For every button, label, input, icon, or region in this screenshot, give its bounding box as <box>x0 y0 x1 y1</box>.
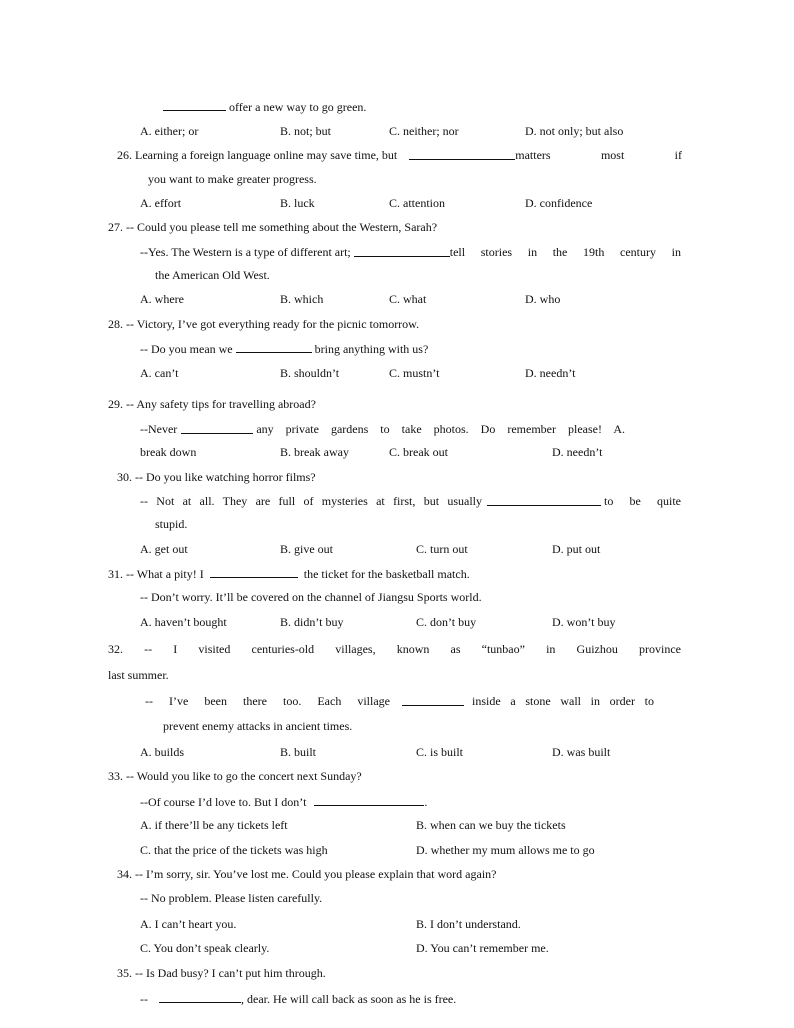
question-32-continuation: last summer. <box>108 668 169 682</box>
option-c: C. that the price of the tickets was high <box>140 843 328 857</box>
question-34: 34. -- I’m sorry, sir. You’ve lost me. Could you please explain that word again? <box>117 867 497 881</box>
answer-blank <box>354 245 450 257</box>
option-d: D. needn’t <box>525 366 576 380</box>
question-31: 31. -- What a pity! I the ticket for the basketball match. <box>108 567 470 581</box>
question-30-continuation: stupid. <box>155 517 188 531</box>
option-d: D. not only; but also <box>525 124 624 138</box>
option-b: B. when can we buy the tickets <box>416 818 566 832</box>
question-35: 35. -- Is Dad busy? I can’t put him through. <box>117 966 326 980</box>
question-27: 27. -- Could you please tell me something about the Western, Sarah? <box>108 220 438 234</box>
option-b: B. I don’t understand. <box>416 917 521 931</box>
option-b: B. give out <box>280 542 333 556</box>
question-26-post: matters most if <box>515 148 682 162</box>
option-d: D. won’t buy <box>552 615 616 629</box>
option-a: A. I can’t heart you. <box>140 917 237 931</box>
answer-blank <box>181 422 253 434</box>
answer-blank <box>210 566 298 578</box>
option-c: C. neither; nor <box>389 124 459 138</box>
question-26: 26. Learning a foreign language online may save time, but matters most if <box>117 148 682 162</box>
question-28: 28. -- Victory, I’ve got everything ready for the picnic tomorrow. <box>108 317 420 331</box>
answer-blank <box>159 991 241 1003</box>
question-33-answer-line: --Of course I’d love to. But I don’t . <box>140 795 428 809</box>
option-c: C. is built <box>416 745 464 759</box>
answer-blank <box>409 148 515 160</box>
question-33: 33. -- Would you like to go the concert next Sunday? <box>108 769 362 783</box>
option-d: D. was built <box>552 745 611 759</box>
question-27-continuation: the American Old West. <box>155 268 270 282</box>
option-d: D. put out <box>552 542 601 556</box>
option-d: D. whether my mum allows me to go <box>416 843 595 857</box>
question-30: 30. -- Do you like watching horror films? <box>117 470 316 484</box>
option-c: C. You don’t speak clearly. <box>140 941 270 955</box>
option-c: C. what <box>389 292 427 306</box>
option-a: A. if there’ll be any tickets left <box>140 818 288 832</box>
answer-blank <box>402 694 464 706</box>
question-25-continuation: offer a new way to go green. <box>163 99 366 114</box>
option-a: A. haven’t bought <box>140 615 227 629</box>
question-29-answer-line: --Never any private gardens to take photos. Do remember please! A. <box>140 422 625 436</box>
option-a: A. get out <box>140 542 188 556</box>
option-b: B. not; but <box>280 124 332 138</box>
option-a: A. where <box>140 292 184 306</box>
option-c: C. turn out <box>416 542 468 556</box>
question-28-answer-line: -- Do you mean we bring anything with us? <box>140 342 429 356</box>
option-a: A. effort <box>140 196 182 210</box>
option-d: D. confidence <box>525 196 593 210</box>
question-26-continuation: you want to make greater progress. <box>148 172 317 186</box>
question-27-answer-line: --Yes. The Western is a type of different art; tell stories in the 19th century in <box>140 245 681 259</box>
answer-blank <box>487 494 601 506</box>
option-d: D. needn’t <box>552 445 603 459</box>
option-c: C. don’t buy <box>416 615 477 629</box>
question-31-reply: -- Don’t worry. It’ll be covered on the channel of Jiangsu Sports world. <box>140 590 482 604</box>
option-a: A. can’t <box>140 366 179 380</box>
question-32: 32. -- I visited centuries-old villages, known as “tunbao” in Guizhou province <box>108 642 681 656</box>
option-b: B. which <box>280 292 324 306</box>
option-b: B. break away <box>280 445 349 459</box>
question-34-reply: -- No problem. Please listen carefully. <box>140 891 323 905</box>
option-b: B. shouldn’t <box>280 366 340 380</box>
option-b: B. built <box>280 745 317 759</box>
option-b: B. luck <box>280 196 315 210</box>
question-35-answer-line: -- , dear. He will call back as soon as he is free. <box>140 992 457 1006</box>
answer-blank <box>163 99 226 111</box>
question-30-answer-line: -- Not at all. They are full of mysteries at first, but usually to be quite <box>140 494 681 508</box>
option-b: B. didn’t buy <box>280 615 344 629</box>
option-a: A. builds <box>140 745 185 759</box>
answer-blank <box>236 341 312 353</box>
option-c: C. mustn’t <box>389 366 440 380</box>
option-d: D. who <box>525 292 561 306</box>
option-c: C. break out <box>389 445 448 459</box>
option-a: A. either; or <box>140 124 199 138</box>
option-a: break down <box>140 445 197 459</box>
question-29: 29. -- Any safety tips for travelling abroad? <box>108 397 316 411</box>
question-32-answer-line: -- I’ve been there too. Each village inside a stone wall in order to <box>145 694 654 708</box>
option-d: D. You can’t remember me. <box>416 941 549 955</box>
answer-blank <box>314 794 424 806</box>
question-32-continuation-2: prevent enemy attacks in ancient times. <box>163 719 353 733</box>
option-c: C. attention <box>389 196 445 210</box>
